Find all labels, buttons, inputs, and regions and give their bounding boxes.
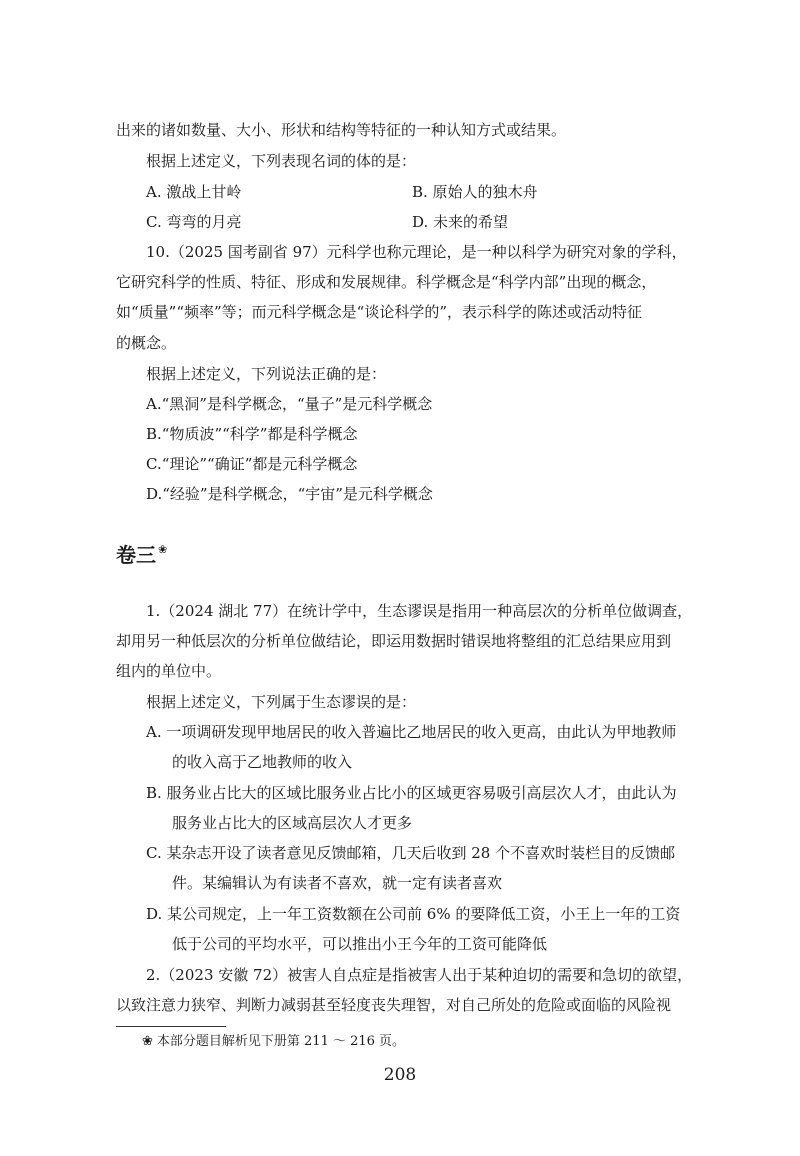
q10-text-line-2: 它研究科学的性质、特征、形成和发展规律。科学概念是“科学内部”出现的概念， xyxy=(116,273,657,291)
q2-text-line-2: 以致注意力狭窄、判断力减弱甚至轻度丧失理智，对自己所处的危险或面临的风险视 xyxy=(116,996,672,1014)
q10-option-c: C.“理论”“确证”都是元科学概念 xyxy=(146,455,358,473)
q1-option-a-line-1: A. 一项调研发现甲地居民的收入普遍比乙地居民的收入更高，由此认为甲地教师 xyxy=(146,723,677,741)
q1-option-a-line-2: 的收入高于乙地教师的收入 xyxy=(172,753,353,771)
q1-option-c-line-2: 件。某编辑认为有读者不喜欢，就一定有读者喜欢 xyxy=(172,874,503,892)
q2-text-line-1: 2.（2023 安徽 72）被害人自点症是指被害人出于某种迫切的需要和急切的欲望， xyxy=(146,966,693,984)
q1-text-line-3: 组内的单位中。 xyxy=(116,662,222,680)
section-flower-icon: ❀ xyxy=(158,543,168,556)
q10-option-a: A.“黑洞”是科学概念，“量子”是元科学概念 xyxy=(146,395,433,413)
q9-option-b: B. 原始人的独木舟 xyxy=(412,183,538,201)
q10-text-line-1: 10.（2025 国考副省 97）元科学也称元理论，是一种以科学为研究对象的学科， xyxy=(146,243,687,261)
q10-text-line-4: 的概念。 xyxy=(116,334,177,352)
q10-text-line-3: 如“质量”“频率”等；而元科学概念是“谈论科学的”，表示科学的陈述或活动特征 xyxy=(116,303,643,321)
q1-option-c-line-1: C. 某杂志开设了读者意见反馈邮箱，几天后收到 28 个不喜欢时装栏目的反馈邮 xyxy=(146,844,676,862)
q10-option-d: D.“经验”是科学概念，“宇宙”是元科学概念 xyxy=(146,485,433,503)
q1-option-d-line-1: D. 某公司规定，上一年工资数额在公司前 6% 的要降低工资，小王上一年的工资 xyxy=(146,905,681,923)
q9-option-c: C. 弯弯的月亮 xyxy=(146,213,242,231)
page-number: 208 xyxy=(383,1065,417,1085)
footnote xyxy=(142,1033,405,1051)
q1-prompt: 根据上述定义，下列属于生态谬误的是： xyxy=(146,693,417,711)
section-title: 卷三 xyxy=(116,543,156,567)
q10-option-b: B.“物质波”“科学”都是科学概念 xyxy=(146,425,358,443)
q1-option-b-line-2: 服务业占比大的区域高层次人才更多 xyxy=(172,814,413,832)
section-heading xyxy=(116,537,167,568)
footnote-divider xyxy=(116,1026,226,1027)
q9-text-line-1: 出来的诸如数量、大小、形状和结构等特征的一种认知方式或结果。 xyxy=(116,121,567,139)
q9-option-a: A. 激战上甘岭 xyxy=(146,183,242,201)
q1-text-line-1: 1.（2024 湖北 77）在统计学中，生态谬误是指用一种高层次的分析单位做调查， xyxy=(146,602,693,620)
q9-option-d: D. 未来的希望 xyxy=(412,213,509,231)
q9-prompt: 根据上述定义，下列表现名词的体的是： xyxy=(146,152,417,170)
q10-prompt: 根据上述定义，下列说法正确的是： xyxy=(146,365,387,383)
q1-text-line-2: 却用另一种低层次的分析单位做结论，即运用数据时错误地将整组的汇总结果应用到 xyxy=(116,632,672,650)
q1-option-d-line-2: 低于公司的平均水平，可以推出小王今年的工资可能降低 xyxy=(172,935,548,953)
q1-option-b-line-1: B. 服务业占比大的区域比服务业占比小的区域更容易吸引高层次人才，由此认为 xyxy=(146,784,677,802)
footnote-text: 本部分题目解析见下册第 211 ～ 216 页。 xyxy=(156,1034,406,1049)
footnote-flower-icon: ❀ xyxy=(142,1034,153,1049)
